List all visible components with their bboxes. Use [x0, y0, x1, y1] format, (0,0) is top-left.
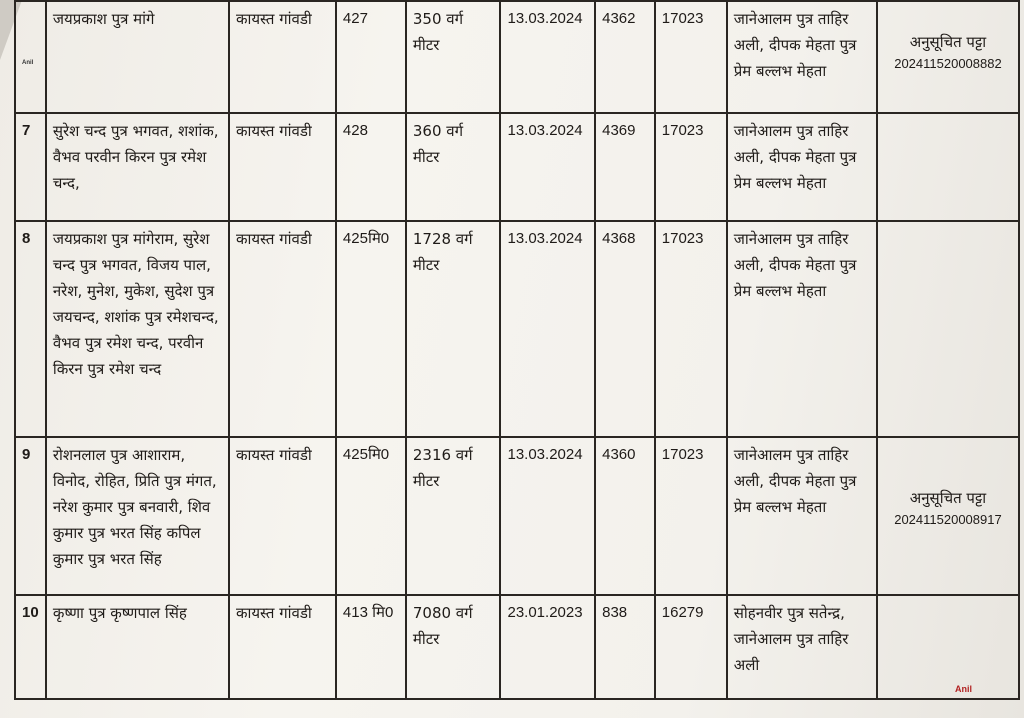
- owner-names: कृष्णा पुत्र कृष्णपाल सिंह: [46, 595, 229, 699]
- serial-number: 9: [15, 437, 46, 595]
- table-row: [15, 595, 1019, 699]
- village: कायस्त गांवडी: [229, 595, 336, 699]
- witnesses: जानेआलम पुत्र ताहिर अली, दीपक मेहता पुत्र प्रेम बल्लभ मेहता: [727, 221, 877, 437]
- remarks: [877, 113, 1019, 221]
- khasra-number: 427: [336, 1, 406, 113]
- area: 350 वर्ग मीटर: [406, 1, 501, 113]
- remark-title: अनुसूचित पट्टा: [909, 33, 987, 51]
- registry-number: 4368: [595, 221, 655, 437]
- signature-initials: Anil: [955, 684, 972, 694]
- remark-number: 202411520008917: [894, 512, 1002, 527]
- registry-number: 4360: [595, 437, 655, 595]
- registry-date: 13.03.2024: [500, 437, 595, 595]
- khasra-number: 425मि0: [336, 221, 406, 437]
- registry-date: 13.03.2024: [500, 113, 595, 221]
- khasra-number: 428: [336, 113, 406, 221]
- witnesses: जानेआलम पुत्र ताहिर अली, दीपक मेहता पुत्र प्रेम बल्लभ मेहता: [727, 113, 877, 221]
- remark-title: अनुसूचित पट्टा: [909, 489, 987, 507]
- witnesses: जानेआलम पुत्र ताहिर अली, दीपक मेहता पुत्र प्रेम बल्लभ मेहता: [727, 437, 877, 595]
- land-record-table: [14, 0, 1020, 700]
- owner-names: सुरेश चन्द पुत्र भगवत, शशांक, वैभव परवीन किरन पुत्र रमेश चन्द,: [46, 113, 229, 221]
- serial-number: 8: [15, 221, 46, 437]
- remarks: [877, 1, 1019, 113]
- registry-number: 4362: [595, 1, 655, 113]
- serial-number: [15, 1, 46, 113]
- registry-number: 4369: [595, 113, 655, 221]
- area: 1728 वर्ग मीटर: [406, 221, 501, 437]
- registry-date: 13.03.2024: [500, 221, 595, 437]
- remarks: [877, 437, 1019, 595]
- remarks: [877, 595, 1019, 699]
- village: कायस्त गांवडी: [229, 1, 336, 113]
- remarks: [877, 221, 1019, 437]
- serial-number: 10: [15, 595, 46, 699]
- registry-date: 23.01.2023: [500, 595, 595, 699]
- serial-number: 7: [15, 113, 46, 221]
- value: 16279: [655, 595, 727, 699]
- remark-number: 202411520008882: [894, 56, 1002, 71]
- table-row: [15, 113, 1019, 221]
- owner-names: जयप्रकाश पुत्र मांगे: [46, 1, 229, 113]
- khasra-number: 425मि0: [336, 437, 406, 595]
- table-row: [15, 1, 1019, 113]
- registry-number: 838: [595, 595, 655, 699]
- witnesses: जानेआलम पुत्र ताहिर अली, दीपक मेहता पुत्र प्रेम बल्लभ मेहता: [727, 1, 877, 113]
- witnesses: सोहनवीर पुत्र सतेन्द्र, जानेआलम पुत्र ताहिर अली: [727, 595, 877, 699]
- owner-names: जयप्रकाश पुत्र मांगेराम, सुरेश चन्द पुत्र भगवत, विजय पाल, नरेश, मुनेश, मुकेश, सुदेश पुत्र जयचन्द, शशांक पुत्र रमेशचन्द, वैभव पुत्र रमेश चन्द, परवीन किरन पुत्र रमेश चन्द: [46, 221, 229, 437]
- village: कायस्त गांवडी: [229, 437, 336, 595]
- table-row: [15, 221, 1019, 437]
- value: 17023: [655, 221, 727, 437]
- village: कायस्त गांवडी: [229, 113, 336, 221]
- village: कायस्त गांवडी: [229, 221, 336, 437]
- value: 17023: [655, 1, 727, 113]
- margin-initials: Anil: [22, 60, 34, 66]
- khasra-number: 413 मि0: [336, 595, 406, 699]
- area: 360 वर्ग मीटर: [406, 113, 501, 221]
- area: 2316 वर्ग मीटर: [406, 437, 501, 595]
- value: 17023: [655, 113, 727, 221]
- area: 7080 वर्ग मीटर: [406, 595, 501, 699]
- owner-names: रोशनलाल पुत्र आशाराम, विनोद, रोहित, प्रिति पुत्र मंगत, नरेश कुमार पुत्र बनवारी, शिव कुमार पुत्र भरत सिंह कपिल कुमार पुत्र भरत सिंह: [46, 437, 229, 595]
- value: 17023: [655, 437, 727, 595]
- registry-date: 13.03.2024: [500, 1, 595, 113]
- table-row: [15, 437, 1019, 595]
